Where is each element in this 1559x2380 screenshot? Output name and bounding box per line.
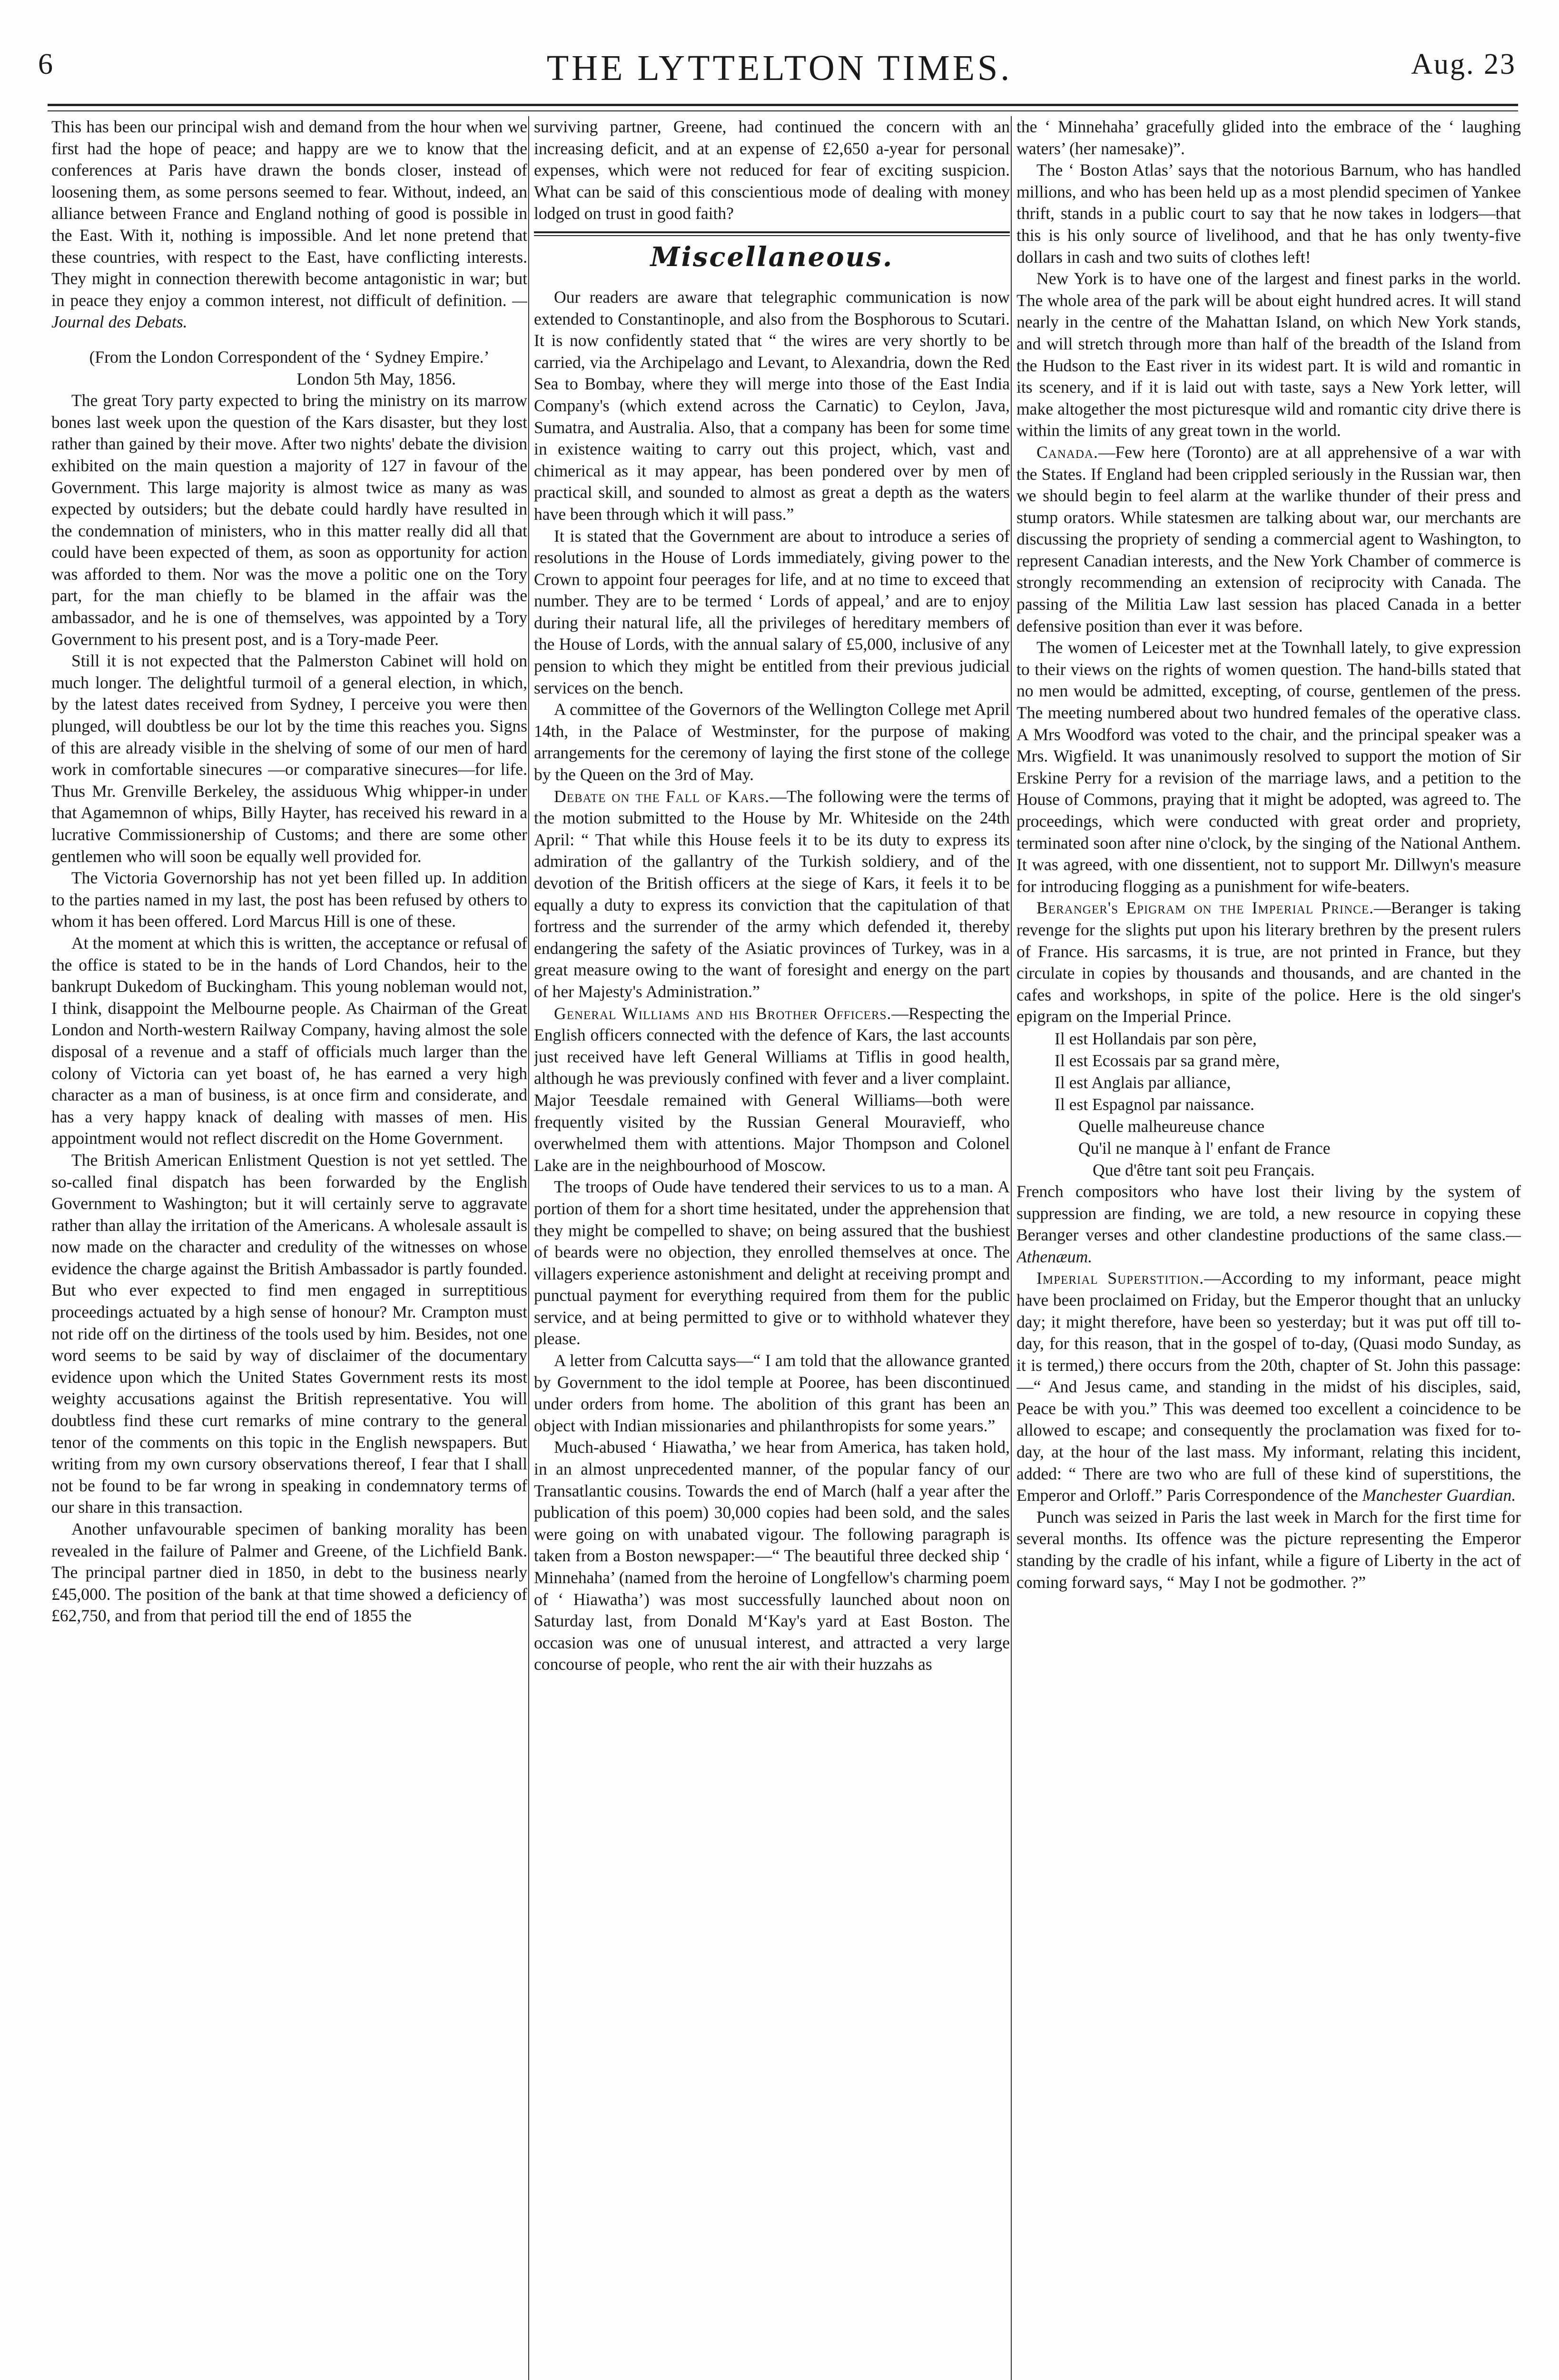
paragraph-heading: Imperial Superstition. xyxy=(1036,1269,1204,1288)
column-divider-2 xyxy=(1011,116,1012,2380)
verse-line: Que d'être tant soit peu Français. xyxy=(1093,1160,1315,1180)
article-paragraph: Still it is not expected that the Palmerston Cabinet will hold on much longer. The delightful turmoil of a general election, in which, by the latest dates received from Sydney, I perceive you were then plunged, will doubtless be our lot by the time this reaches you. Signs of this are already visible in the shelving of some of our men of hard work in comfortable sinecures —or comparative sinecures—for life. Thus Mr. Grenville Berkeley, the assiduous Whig whipper-in under that Agamemnon of whips, Billy Hayter, has received his reward in a lucrative Commissionership of Customs; and there are some other gentlemen who will soon be equally well provided for. xyxy=(51,651,527,866)
verse-line: Il est Ecossais par sa grand mère, xyxy=(1055,1051,1280,1070)
article-paragraph: It is stated that the Government are about to introduce a series of resolutions in the House of Lords immediately, giving power to the Crown to appoint four peerages for life, and at no time to exceed that number. They are to be termed ‘ Lords of appeal,’ and are to enjoy during their natural life, all the privileges of hereditary members of the House of Lords, with the annual salary of £5,000, inclusive of any pension to which they might be entitled from their previous judicial services on the bench. xyxy=(534,526,1010,697)
attribution: —Athenæum. xyxy=(1016,1225,1521,1266)
paragraph-heading: General Williams and his Brother Officers. xyxy=(554,1003,892,1023)
attribution: —Journal des Debats. xyxy=(51,290,527,332)
article-paragraph: The British American Enlistment Question is not yet settled. The so-called final dispatch has been forwarded by the English Government to Washington; but it will certainly serve to aggravate rather than allay the irritation of the Americans. A wholesale assault is now made on the character and credulity of the witnesses on whose evidence the charge against the British Ambassador is partly founded. But who ever expected to find men engaged in surreptitious proceedings actuated by a high sense of honour? Mr. Crampton must not ride off on the dirtiness of the tools used by him. Besides, not one word seems to be said by way of disclaimer of the documentary evidence upon which the United States Government rests its most weighty accusations against the British representative. You will doubtless find these curt remarks of mine contrary to the general tenor of the comments on this topic in the English newspapers. But writing from my own cursory observations thereof, I fear that I shall not be found to be far wrong in speaking in condemnatory terms of our share in this transaction. xyxy=(51,1150,527,1517)
attribution: Manchester Guardian. xyxy=(1362,1486,1516,1505)
article-paragraph: Canada.—Few here (Toronto) are at all apprehensive of a war with the States. If England had been crippled seriously in the Russian war, then we should begin to feel alarm at the warlike thunder of their press and stump orators. While statesmen are talking about war, our merchants are discussing the propriety of sending a commercial agent to Washington, to represent Canadian interests, and the New York Chamber of commerce is strongly recommending an extension of reciprocity with Canada. The passing of the Militia Law last session has placed Canada in a better defensive position than ever it was before. xyxy=(1016,442,1521,635)
paragraph-heading: Canada. xyxy=(1036,442,1098,462)
article-paragraph: General Williams and his Brother Officers.—Respecting the English officers connected with the defence of Kars, the last accounts just received have left General Williams at Tiflis in good health, although he was previously confined with fever and a liver complaint. Major Teesdale remained with General Williams—both were frequently visited by the Russian General Mouravieff, who overwhelmed them with attentions. Major Thompson and Colonel Lake are in the neighbourhood of Moscow. xyxy=(534,1003,1010,1175)
article-paragraph: Much-abused ‘ Hiawatha,’ we hear from America, has taken hold, in an almost unprecedented manner, of the popular fancy of our Transatlantic cousins. Towards the end of March (half a year after the publication of this poem) 30,000 copies had been sold, and the sales were going on with unabated vigour. The following paragraph is taken from a Boston newspaper:—“ The beautiful three decked ship ‘ Minnehaha’ (named from the heroine of Longfellow's charming poem of ‘ Hiawatha’) was most successfully launched about noon on Saturday last, from Donald M‘Kay's yard at East Boston. The occasion was one of unusual interest, and attracted a very large concourse of people, who rent the air with their huzzahs as xyxy=(534,1438,1010,1674)
article-paragraph: The Victoria Governorship has not yet been filled up. In addition to the parties named in my last, the post has been refused by others to whom it has been offered. Lord Marcus Hill is one of these. xyxy=(51,868,527,931)
dateline-date: London 5th May, 1856. xyxy=(296,369,456,388)
article-paragraph: Imperial Superstition.—According to my informant, peace might have been proclaimed on Friday, but the Emperor thought that an unlucky day; it might therefore, have been so yesterday; but it was put off till to-day, for this reason, that in the gospel of to-day, (Quasi modo Sunday, as it is termed,) there occurs from the 20th, chapter of St. John this passage:—“ And Jesus came, and standing in the midst of his disciples, said, Peace be with you.” This was deemed too excellent a coincidence to be allowed to escape; and consequently the proclamation was fixed for to-day, at the hour of the last mass. My informant, relating this incident, added: “ There are two who are full of these kind of superstitions, the Emperor and Orloff.” Paris Correspondence of the Manchester Guardian. xyxy=(1016,1269,1521,1505)
verse-line: Il est Anglais par alliance, xyxy=(1055,1072,1231,1092)
article-paragraph: Our readers are aware that telegraphic communication is now extended to Constantinople, and also from the Bosphorous to Scutari. It is now confidently stated that “ the wires are very shortly to be carried, via the Archipelago and Levant, to Alexandria, down the Red Sea to Bombay, where they will merge into those of the East India Company's (which extend across the Carnatic) to Ceylon, Java, Sumatra, and Australia. Also, that a company has been for some time in existence waiting to carry out this project, which, vast and chimerical as it may appear, has been pondered over by men of practical skill, and sounded to almost as great a depth as the waters have been through which it will pass.” xyxy=(534,287,1010,524)
verse-line: Il est Hollandais par son père, xyxy=(1055,1029,1257,1048)
issue-date: Aug. 23 xyxy=(1411,48,1516,80)
section-rule-thin xyxy=(534,235,1010,236)
section-heading: Miscellaneous. xyxy=(650,241,894,273)
page-number: 6 xyxy=(38,48,53,80)
article-paragraph: A committee of the Governors of the Wellington College met April 14th, in the Palace of Westminster, for the purpose of making arrangements for the ceremony of laying the first stone of the college by the Queen on the 3rd of May. xyxy=(534,700,1010,784)
article-paragraph: Debate on the Fall of Kars.—The following were the terms of the motion submitted to the House by Mr. Whiteside on the 24th April: “ That while this House feels it to be its duty to express its admiration of the gallantry of the Turkish soldiery, and of the devotion of the British officers at the siege of Kars, it feels it to be equally a duty to express its conviction that the capitulation of that fortress and the surrender of the army which defended it, thereby endangering the safety of the Asiatic provinces of Turkey, was in a great measure owing to the want of foresight and energy on the part of her Majesty's Administration.” xyxy=(534,786,1010,1001)
article-paragraph: The troops of Oude have tendered their services to us to a man. A portion of them for a short time hesitated, under the apprehension that they might be compelled to shave; on being assured that the bushiest of beards were no objection, they enrolled themselves at once. The villagers experience astonishment and delight at receiving prompt and punctual payment for everything required from them for the public service, and at being permitted to give or to withhold whatever they please. xyxy=(534,1177,1010,1349)
article-paragraph: The women of Leicester met at the Townhall lately, to give expression to their views on the rights of women question. The hand-bills stated that no men would be admitted, excepting, of course, gentlemen of the press. The meeting numbered about two hundred females of the operative class. A Mrs Woodford was voted to the chair, and the principal speaker was a Mrs. Wigfield. It was unanimously resolved to support the motion of Sir Erskine Perry for a revision of the marriage laws, and a petition to the House of Commons, praying that it might be adopted, was agreed to. The proceedings, which were conducted with great order and propriety, terminated soon after nine o'clock, by the singing of the National Anthem. It was agreed, with one dissentient, not to support Mr. Dillwyn's measure for introducing flogging as a punishment for wife-beaters. xyxy=(1016,638,1521,896)
masthead-rule-thick xyxy=(48,104,1518,106)
article-paragraph: surviving partner, Greene, had continued the concern with an increasing deficit, and at an expense of £2,650 a-year for personal expenses, which were not reduced for fear of exciting suspicion. What can be said of this conscientious mode of dealing with money lodged on trust in good faith? xyxy=(534,117,1010,223)
newspaper-title: THE LYTTELTON TIMES. xyxy=(546,48,1013,88)
article-paragraph: New York is to have one of the largest and finest parks in the world. The whole area of the park will be about eight hundred acres. It will stand nearly in the centre of the Mahattan Island, on which New York stands, and will stretch through more than half of the breadth of the Island from the Hudson to the East river in its widest part. It is wild and romantic in its scenery, and if it is laid out with taste, says a New York letter, will make altogether the most picturesque wild and romantic city drive there is within the limits of any great town in the world. xyxy=(1016,269,1521,440)
section-rule xyxy=(534,231,1010,233)
column-1 xyxy=(51,116,527,2380)
paragraph-heading: Debate on the Fall of Kars. xyxy=(554,786,770,806)
paragraph-heading: Beranger's Epigram on the Imperial Prince. xyxy=(1036,898,1374,918)
article-paragraph: The great Tory party expected to bring the ministry on its marrow bones last week upon the question of the Kars disaster, but they lost rather than gained by their move. After two nights' debate the division exhibited on the main question a majority of 127 in favour of the Government. This large majority is almost twice as many as was expected by outsiders; but the debate could hardly have resulted in the condemnation of ministers, who in this matter really did all that could have been expected of them, as soon as opportunity for action was afforded to them. Nor was the move a politic one on the Tory part, for the man chiefly to be blamed in the affair was the ambassador, and he is one of themselves, was appointed by a Tory Government to his present post, and is a Tory-made Peer. xyxy=(51,391,527,649)
article-paragraph: A letter from Calcutta says—“ I am told that the allowance granted by Government to the idol temple at Pooree, has been discontinued under orders from home. The abolition of this grant has been an object with Indian missionaries and philanthropists for some years.” xyxy=(534,1351,1010,1435)
article-paragraph: At the moment at which this is written, the acceptance or refusal of the office is stated to be in the hands of Lord Chandos, heir to the bankrupt Dukedom of Buckingham. This young nobleman would not, I think, disappoint the Melbourne people. As Chairman of the Great London and North-western Railway Company, having almost the sole disposal of a revenue and a staff of officials much larger than the colony of Victoria can yet boast of, he has earned a very high character as a man of business, is at once firm and considerate, and has a very happy knack of dealing with masses of men. His appointment would not reflect discredit on the Home Government. xyxy=(51,933,527,1148)
column-divider-1 xyxy=(528,116,529,2380)
article-paragraph: This has been our principal wish and demand from the hour when we first had the hope of peace; and happy are we to know that the conferences at Paris have drawn the bonds closer, instead of loosening them, as some persons seemed to fear. Without, indeed, an alliance between France and England nothing of good is possible in the East. With it, nothing is impossible. And let none pretend that these countries, with respect to the East, have conflicting interests. They might in connection therewith become antagonistic in war; but in peace they enjoy a common interest, not difficult of definition. —Journal des Debats. xyxy=(51,117,527,332)
column-2 xyxy=(534,116,1010,2380)
verse-line: Qu'il ne manque à l' enfant de France xyxy=(1078,1138,1331,1158)
verse-line: Il est Espagnol par naissance. xyxy=(1055,1094,1254,1114)
article-paragraph: The ‘ Boston Atlas’ says that the notorious Barnum, who has handled millions, and who has been held up as a most plendid specimen of Yankee thrift, stands in a public court to say that he now takes in lodgers—that this is his only source of livelihood, and that he has only twenty-five dollars in cash and two suits of clothes left! xyxy=(1016,160,1521,267)
masthead-rule-thin xyxy=(48,110,1518,111)
column-3 xyxy=(1016,116,1521,2380)
article-paragraph: Beranger's Epigram on the Imperial Prince.—Beranger is taking revenge for the slights put upon his literary brethren by the present rulers of France. His sarcasms, it is true, are not printed in France, but they circulate in copies by thousands and thousands, and are chanted in the cafes and workshops, in spite of the police. Here is the old singer's epigram on the Imperial Prince. xyxy=(1016,898,1521,1026)
verse-line: Quelle malheureuse chance xyxy=(1078,1116,1265,1136)
article-paragraph: Punch was seized in Paris the last week in March for the first time for several months. Its offence was the picture representing the Emperor standing by the cradle of his infant, while a figure of Liberty in the act of coming forward says, “ May I not be godmother. ?” xyxy=(1016,1507,1521,1592)
correspondent-dateline: (From the London Correspondent of the ‘ Sydney Empire.’ xyxy=(89,347,490,367)
article-paragraph: Another unfavourable specimen of banking morality has been revealed in the failure of Palmer and Greene, of the Lichfield Bank. The principal partner died in 1850, in debt to the business nearly £45,000. The position of the bank at that time showed a deficiency of £62,750, and from that period till the end of 1855 the xyxy=(51,1519,527,1626)
article-paragraph: the ‘ Minnehaha’ gracefully glided into the embrace of the ‘ laughing waters’ (her namesake)”. xyxy=(1016,117,1521,158)
article-paragraph: French compositors who have lost their living by the system of suppression are finding, we are told, a new resource in copying these Beranger verses and other clandestine productions of the same class.—Athenæum. xyxy=(1016,1181,1521,1266)
